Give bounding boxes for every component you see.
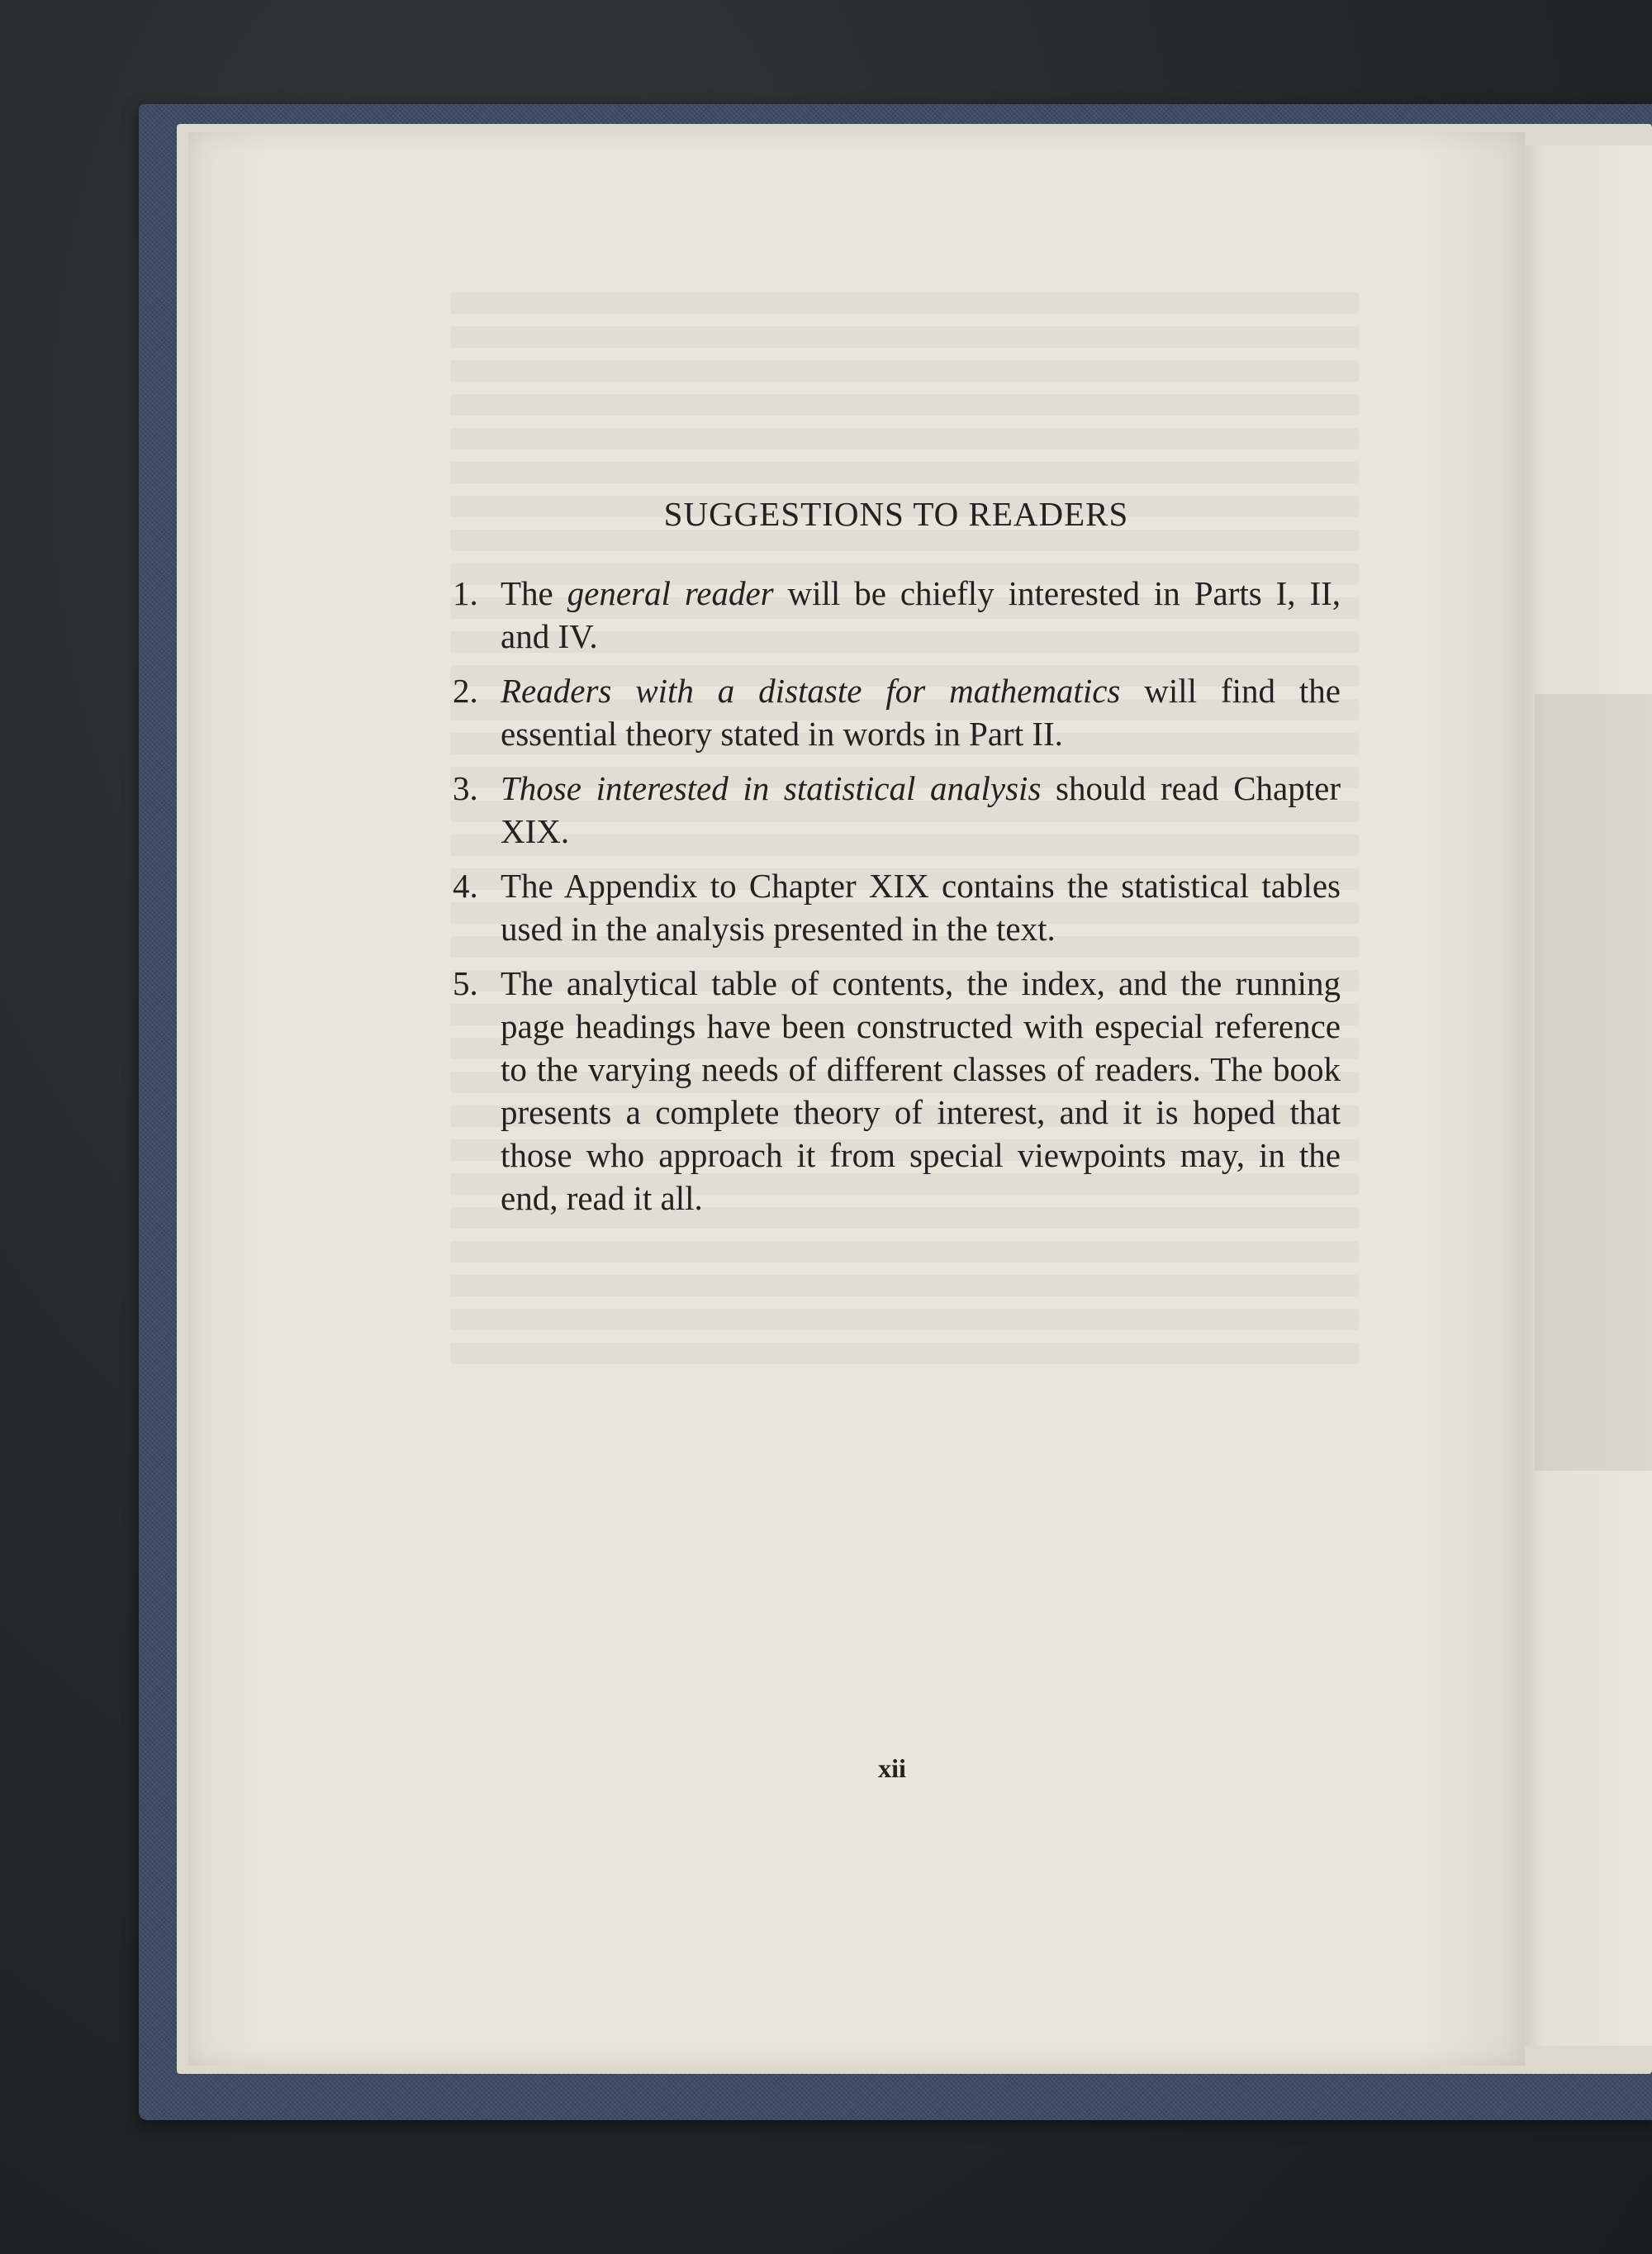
item-text: The Appendix to Chapter XIX contains the statistical tables used in the analysis presented in the text. [501,867,1341,948]
item-number: 4. [453,867,478,905]
list-item [444,669,1341,755]
right-page-shadow [1535,694,1652,1471]
item-text: The [501,574,567,612]
item-emphasis: general reader [567,574,774,612]
item-number: 1. [453,574,478,612]
item-text: will be chiefly interested in Parts I, II, and IV. [501,574,1341,655]
list-item [444,767,1341,853]
item-number: 5. [453,964,478,1002]
item-emphasis: Readers with a distaste for mathematics [501,672,1121,710]
list-item [444,864,1341,950]
list-item [444,572,1341,658]
item-text: will find the essential theory stated in words in Part II. [501,672,1341,753]
item-emphasis: Those interested in statistical analysis [501,769,1042,807]
page-heading: SUGGESTIONS TO READERS [663,495,1129,533]
suggestions-list [444,572,1341,1231]
list-item [444,962,1341,1220]
page-number: xii [878,1753,906,1783]
item-number: 3. [453,769,478,807]
item-text: The analytical table of contents, the index, and the running page headings have been constructed with especial reference to the varying needs of different classes of readers. The book presents a complete theory of interest, and it is hoped that those who approach it from special viewpoints may, in the end, read it all. [501,964,1341,1217]
item-text: should read Chapter XIX. [501,769,1341,850]
item-number: 2. [453,672,478,710]
